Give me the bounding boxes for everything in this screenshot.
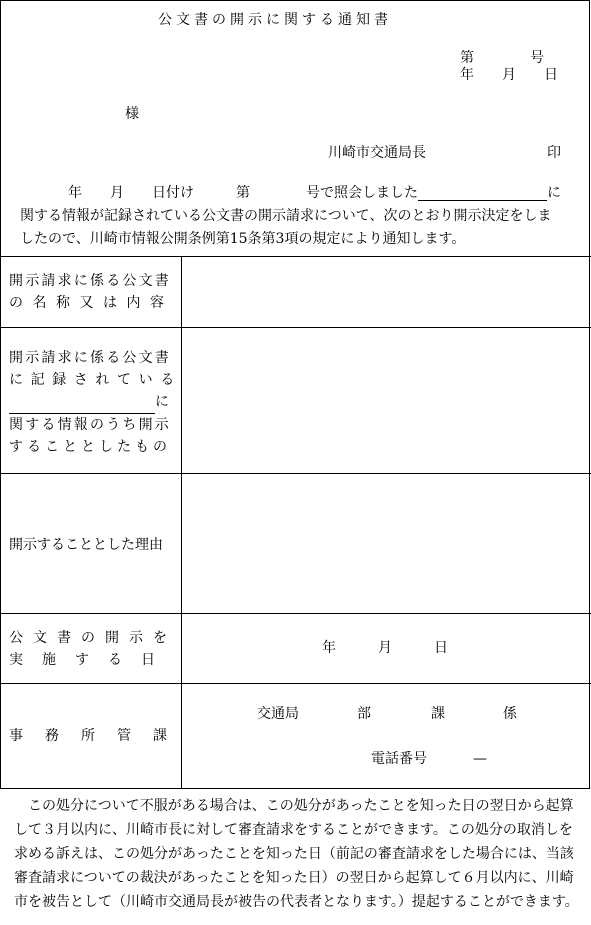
intro-blank-line — [418, 186, 547, 201]
table-rule — [0, 256, 591, 257]
row2-label-line4: 関する情報のうち開示 — [9, 417, 171, 433]
row5-phone-label: 電話番号 — [371, 751, 427, 767]
seal-mark: 印 — [547, 145, 561, 161]
document-number: 第 号 — [460, 50, 544, 66]
intro-line-1 — [68, 186, 561, 201]
intro-line-2: 関する情報が記録されている公文書の開示請求について、次のとおり開示決定をしま — [20, 208, 552, 224]
row5-dept-section: 課 — [431, 706, 445, 722]
table-rule — [0, 327, 591, 328]
table-rule — [0, 683, 591, 684]
row2-label-line1: 開示請求に係る公文書 — [9, 350, 171, 366]
row1-label-line1: 開示請求に係る公文書 — [9, 273, 171, 289]
table-rule — [0, 613, 591, 614]
row2-label-line3 — [9, 391, 182, 414]
row4-label-line1: 公文書の開示を — [9, 630, 177, 646]
intro-line-3: したので、川崎市情報公開条例第15条第3項の規定により通知します。 — [20, 231, 466, 247]
row5-dept-bureau: 交通局 — [257, 706, 299, 722]
intro-prefix: 年 月 日付け 第 号で照会しました — [68, 185, 418, 201]
row2-label-line2: に記録されている — [9, 372, 182, 388]
row4-label-line2: 実施する日 — [9, 652, 174, 668]
row1-label-line2: の名称又は内容 — [9, 295, 174, 311]
row2-label — [9, 347, 182, 458]
row5-phone-dash: — — [473, 751, 487, 767]
row4-date-value: 年 月 日 — [322, 640, 448, 656]
row2-label-suffix: に — [155, 394, 172, 410]
row5-dept-unit: 係 — [503, 706, 517, 722]
document-date: 年 月 日 — [460, 67, 558, 83]
row1-label — [9, 270, 174, 314]
document-title: 公文書の開示に関する通知書 — [158, 12, 392, 28]
row5-dept-division: 部 — [357, 706, 371, 722]
row2-label-line5: することとしたもの — [9, 439, 171, 455]
row4-label — [9, 627, 177, 671]
row2-blank-line — [9, 391, 155, 414]
appeal-notice: この処分について不服がある場合は、この処分があったことを知った日の翌日から起算して３月以内に、川崎市長に対して審査請求をすることができます。この処分の取消しを求める訴えは、この処分があったことを知った日（前記の審査請求をした場合には、当該審査請求についての裁決があったことを知った日）の翌日から起算して６月以内に、川崎市を被告として（川崎市交通局長が被告の代表者となります。）提起することができます。 — [14, 798, 579, 910]
table-rule — [0, 473, 591, 474]
issuer-name: 川崎市交通局長 — [328, 145, 426, 161]
addressee-suffix: 様 — [125, 106, 139, 122]
intro-suffix: に — [547, 185, 561, 201]
row5-label: 事務所管課 — [9, 728, 189, 744]
row3-label: 開示することとした理由 — [9, 537, 163, 553]
table-column-divider — [181, 256, 182, 789]
